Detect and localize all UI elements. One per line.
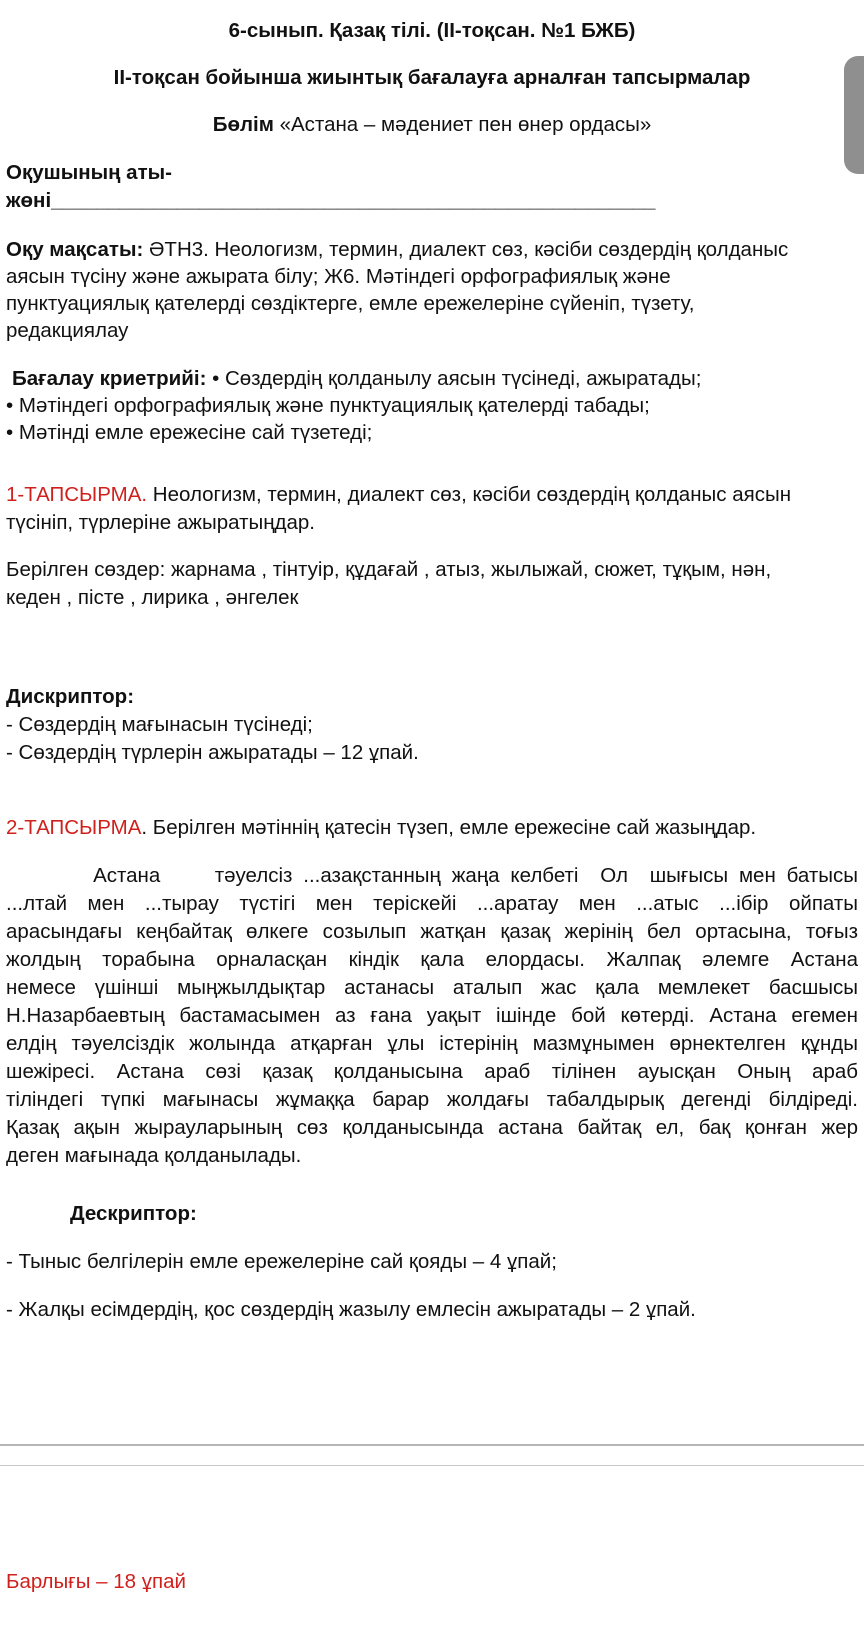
objective-label: Оқу мақсаты:: [6, 238, 144, 261]
divider-top: [0, 1444, 864, 1446]
task2-label: 2-ТАПСЫРМА: [6, 816, 142, 839]
task2-para-line-8: шежіресі. Астана сөзі қазақ қолданысына араб тілінен ауысқан Оның араб: [6, 1060, 858, 1083]
descriptor1-item-1: - Сөздердің мағынасын түсінеді;: [6, 713, 313, 736]
task1-line-1: [6, 482, 791, 508]
task2-para-line-10: Қазақ ақын жырауларының сөз қолданысында астана байтақ ел, бақ қонған жер: [6, 1116, 858, 1139]
task2-para-line-9: тіліндегі түпкі мағынасы жұмаққа барар жолдағы табалдырық дегенді білдіреді.: [6, 1088, 858, 1111]
criteria-item-3: • Мәтінді емле ережесіне сай түзетеді;: [6, 421, 373, 444]
section-value: «Астана – мәдениет пен өнер ордасы»: [279, 113, 652, 136]
task2-instruction: [6, 815, 756, 841]
page-title: 6-сынып. Қазақ тілі. (ІІ-тоқсан. №1 БЖБ): [228, 19, 636, 42]
criteria-label: Бағалау криетрийі:: [12, 367, 207, 390]
student-name-label-2: жөні: [6, 189, 52, 212]
student-name-field: [6, 188, 655, 214]
task1-line-2: түсініп, түрлеріне ажыратыңдар.: [6, 511, 315, 534]
total-score: Барлығы – 18 ұпай: [6, 1570, 186, 1593]
criteria-item-2: • Мәтіндегі орфографиялық және пунктуациялық қателерді табады;: [6, 394, 650, 417]
divider-bottom: [0, 1465, 864, 1466]
student-name-label: Оқушының аты-: [6, 161, 172, 184]
descriptor1-item-2: - Сөздердің түрлерін ажыратады – 12 ұпай.: [6, 741, 419, 764]
student-name-blank: _____________________________________________________: [51, 189, 656, 212]
task2-para-line-6: Н.Назарбаевтың бастамасымен аз ғана уақыт ішінде бой көтерді. Астана егемен: [6, 1004, 858, 1027]
task2-para-line-4: жолдың торабына орналасқан кіндік қала елордасы. Жалпақ әлемге Астана: [6, 948, 858, 971]
criteria-item-1: • Сөздердің қолданылу аясын түсінеді, ажыратады;: [206, 367, 702, 390]
task2-para-line-3: арасындағы кеңбайтақ өлкеге созылып жатқан қазақ жерінің бел ортасына, тоғыз: [6, 920, 858, 943]
objective-line-1: [6, 237, 788, 263]
task1-words-1: Берілген сөздер: жарнама , тінтуір, құдағай , атыз, жылыжай, сюжет, тұқым, нән,: [6, 558, 772, 581]
task1-text-1: Неологизм, термин, диалект сөз, кәсіби сөздердің қолданыс аясын: [147, 483, 792, 506]
task1-words-2: кеден , пісте , лирика , әнгелек: [6, 586, 299, 609]
task2-para-line-1: Астана тәуелсіз ...азақстанның жаңа келбеті Ол шығысы мен батысы: [6, 864, 858, 887]
page-subtitle: ІІ-тоқсан бойынша жиынтық бағалауға арналған тапсырмалар: [113, 66, 751, 89]
task2-para-line-11: деген мағынада қолданылады.: [6, 1144, 302, 1167]
section-line: [0, 112, 864, 138]
task1-label: 1-ТАПСЫРМА.: [6, 483, 148, 506]
objective-text-1: ӘТН3. Неологизм, термин, диалект сөз, кәсіби сөздердің қолданыс: [143, 238, 789, 261]
descriptor2-item-2: - Жалқы есімдердің, қос сөздердің жазылу емлесін ажыратады – 2 ұпай.: [6, 1298, 696, 1321]
task2-para-line-5: немесе үшінші мыңжылдықтар астанасы аталып жас қала мемлекет басшысы: [6, 976, 858, 999]
task2-para-line-2: ...лтай мен ...тырау түстігі мен теріскейі ...аратау мен ...атыс ...ібір ойпаты: [6, 892, 858, 915]
objective-line-2: аясын түсіну және ажырата білу; Ж6. Мәтіндегі орфографиялық және: [6, 265, 671, 288]
descriptor1-heading: Дискриптор:: [6, 685, 135, 708]
descriptor2-heading: Дескриптор:: [70, 1202, 197, 1225]
descriptor2-item-1: - Тыныс белгілерін емле ережелеріне сай қояды – 4 ұпай;: [6, 1250, 557, 1273]
task2-text: . Берілген мәтіннің қатесін түзеп, емле ережесіне сай жазыңдар.: [141, 816, 757, 839]
objective-line-4: редакциялау: [6, 319, 129, 342]
task2-para-line-7: елдің тәуелсіздік жолында атқарған ұлы істерінің мазмұнымен өрнектелген құнды: [6, 1032, 858, 1055]
section-label: Бөлім: [212, 113, 274, 136]
criteria-line-1: [12, 366, 701, 392]
objective-line-3: пунктуациялық қателерді сөздіктерге, емле ережелеріне сүйеніп, түзету,: [6, 292, 695, 315]
